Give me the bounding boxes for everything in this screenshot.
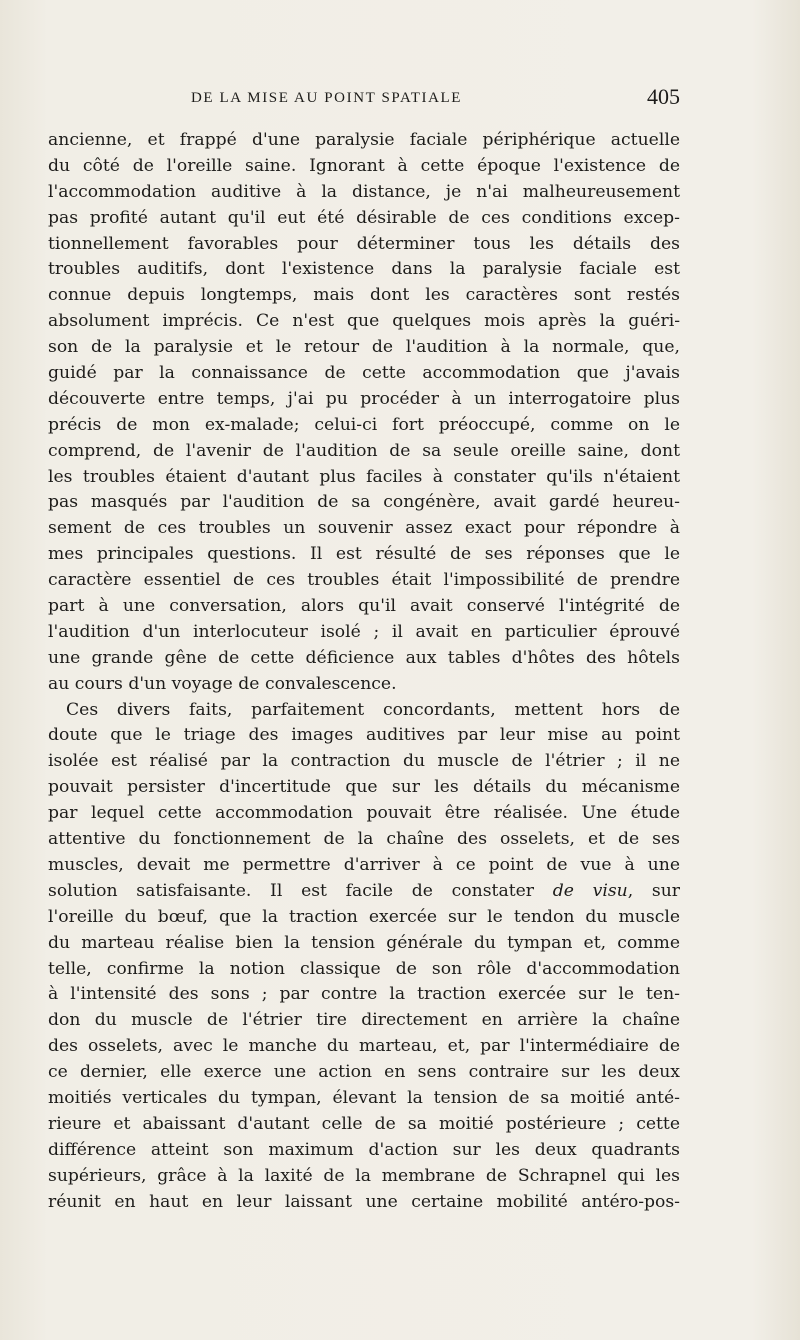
running-title: DE LA MISE AU POINT SPATIALE — [191, 90, 463, 106]
text-line: moitiés verticales du tympan, élevant la tension de sa moitié anté- — [48, 1087, 680, 1108]
text-line: muscles, devait me permettre d'arriver à ce point de vue à une — [48, 854, 680, 875]
text-segment: , sur — [627, 880, 681, 901]
paragraph-start-line: Ces divers faits, parfaitement concordants, mettent hors de — [66, 699, 680, 720]
page-number: 405 — [647, 84, 680, 109]
text-line: des osselets, avec le manche du marteau, et, par l'intermédiaire de — [48, 1036, 680, 1057]
text-line: du côté de l'oreille saine. Ignorant à cette époque l'existence de — [48, 155, 680, 176]
text-line: du marteau réalise bien la tension générale du tympan et, comme — [48, 932, 680, 953]
text-line: les troubles étaient d'autant plus faciles à constater qu'ils n'étaient — [48, 466, 680, 487]
text-line: sement de ces troubles un souvenir assez exact pour répondre à — [48, 518, 680, 539]
text-line: isolée est réalisé par la contraction du muscle de l'étrier ; il ne — [48, 751, 680, 772]
text-line: pas profité autant qu'il eut été désirable de ces conditions excep- — [48, 207, 680, 228]
text-line: par lequel cette accommodation pouvait être réalisée. Une étude — [48, 803, 680, 824]
text-line-with-italic — [48, 879, 680, 905]
text-line: comprend, de l'avenir de l'audition de sa seule oreille saine, dont — [48, 440, 680, 461]
text-line: l'audition d'un interlocuteur isolé ; il avait en particulier éprouvé — [48, 621, 680, 642]
text-line: précis de mon ex-malade; celui-ci fort préoccupé, comme on le — [48, 414, 680, 435]
text-line: absolument imprécis. Ce n'est que quelques mois après la guéri- — [48, 311, 680, 332]
text-line: une grande gêne de cette déficience aux tables d'hôtes des hôtels — [48, 647, 680, 668]
text-line: ce dernier, elle exerce une action en sens contraire sur les deux — [48, 1062, 680, 1083]
body-text — [48, 128, 680, 1215]
text-line: ancienne, et frappé d'une paralysie faciale périphérique actuelle — [48, 130, 680, 150]
text-line: mes principales questions. Il est résulté de ses réponses que le — [48, 544, 680, 565]
text-line: différence atteint son maximum d'action sur les deux quadrants — [48, 1139, 680, 1160]
text-line: l'oreille du bœuf, que la traction exercée sur le tendon du muscle — [48, 906, 680, 927]
text-line: l'accommodation auditive à la distance, je n'ai malheureusement — [48, 181, 680, 202]
text-line: tionnellement favorables pour déterminer tous les détails des — [48, 233, 680, 254]
text-line: pas masqués par l'audition de sa congénère, avait gardé heureu- — [48, 492, 680, 513]
text-line: doute que le triage des images auditives par leur mise au point — [48, 725, 680, 746]
page-header — [48, 84, 680, 116]
text-line: découverte entre temps, j'ai pu procéder à un interrogatoire plus — [48, 388, 680, 409]
text-line: telle, confirme la notion classique de son rôle d'accommodation — [48, 958, 680, 979]
text-line: à l'intensité des sons ; par contre la traction exercée sur le ten- — [48, 984, 680, 1005]
text-line: connue depuis longtemps, mais dont les caractères sont restés — [48, 285, 680, 306]
text-line: guidé par la connaissance de cette accommodation que j'avais — [48, 363, 680, 384]
text-line: supérieurs, grâce à la laxité de la membrane de Schrapnel qui les — [48, 1165, 680, 1186]
text-line: attentive du fonctionnement de la chaîne des osselets, et de ses — [48, 829, 680, 850]
paragraph-end-line: au cours d'un voyage de convalescence. — [48, 673, 397, 694]
text-line: part à une conversation, alors qu'il avait conservé l'intégrité de — [48, 596, 680, 617]
text-line: don du muscle de l'étrier tire directement en arrière la chaîne — [48, 1010, 680, 1031]
italic-phrase: de visu — [552, 880, 628, 901]
text-line: réunit en haut en leur laissant une certaine mobilité antéro-pos- — [48, 1191, 680, 1212]
text-line: son de la paralysie et le retour de l'audition à la normale, que, — [48, 337, 680, 358]
text-line: pouvait persister d'incertitude que sur les détails du mécanisme — [48, 777, 680, 798]
text-line: troubles auditifs, dont l'existence dans la paralysie faciale est — [48, 259, 680, 280]
text-segment: solution satisfaisante. Il est facile de constater — [48, 880, 534, 901]
text-line: caractère essentiel de ces troubles était l'impossibilité de prendre — [48, 570, 680, 591]
text-line: rieure et abaissant d'autant celle de sa moitié postérieure ; cette — [48, 1113, 680, 1134]
